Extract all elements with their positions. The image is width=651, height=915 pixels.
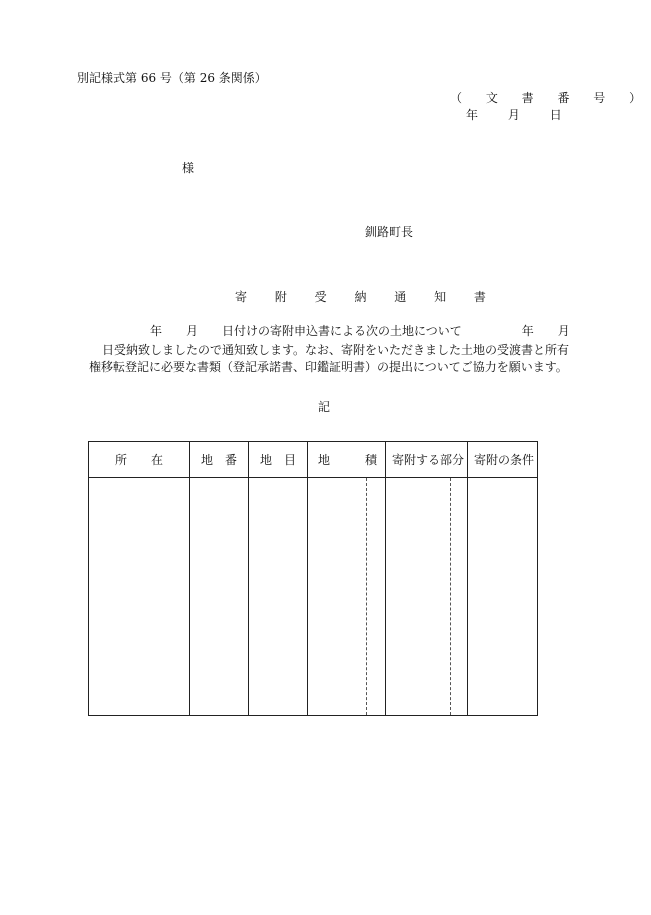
column-divider [248,442,249,715]
addressee-honorific: 様 [182,161,195,175]
issue-date [466,109,562,121]
land-table [88,441,538,716]
part-decimal-divider [450,478,451,715]
header-location: 所 在 [115,453,164,467]
date-year: 年 [466,108,479,122]
header-donated-part: 寄附する部分 [392,453,465,467]
header-area-right: 積 [365,453,378,467]
column-divider [189,442,190,715]
sender-name: 釧路町長 [365,225,414,239]
form-identifier: 別記様式第 66 号（第 26 条関係） [77,71,267,85]
document-title: 寄 附 受 納 通 知 書 [235,290,498,304]
header-land-category: 地 目 [260,453,297,467]
document-number: （ 文 書 番 号 ） [450,91,651,105]
date-day: 日 [549,108,562,122]
header-conditions: 寄附の条件 [474,453,535,467]
date-month: 月 [507,108,520,122]
header-lot-number: 地 番 [201,453,238,467]
header-divider [89,477,537,478]
body-line-2: 日受納致しましたので通知致します。なお、寄附をいただきました土地の受渡書と所有 [102,343,570,357]
header-area-left: 地 [318,453,331,467]
area-decimal-divider [366,478,367,715]
column-divider [385,442,386,715]
body-line-3: 権移転登記に必要な書類（登記承諾書、印鑑証明書）の提出についてご協力を願います。 [89,360,568,374]
ki-heading: 記 [318,400,331,414]
body-line-1: 年 月 日付けの寄附申込書による次の土地について 年 月 [150,324,570,338]
column-divider [307,442,308,715]
column-divider [467,442,468,715]
